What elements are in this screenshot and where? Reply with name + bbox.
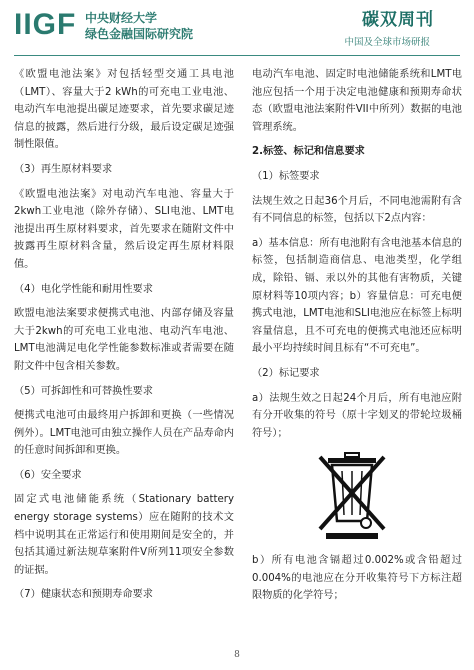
publication-subtitle: 中国及全球市场研报 bbox=[344, 37, 430, 48]
paragraph-marking-b: b）所有电池含镉超过0.002%或含铅超过0.004%的电池应在分开收集符号下方标注超限物质的化学符号； bbox=[252, 555, 462, 602]
wheeled-bin-icon bbox=[312, 449, 392, 541]
page-header bbox=[0, 0, 474, 56]
logo-institute-name: 绿色金融国际研究院 bbox=[85, 27, 194, 41]
paragraph-label-intro: 法规生效之日起36个月后，不同电池需附有含有不同信息的标签，包括以下2点内容： bbox=[252, 195, 462, 225]
heading-performance-durability: （4）电化学性能和耐用性要求 bbox=[14, 283, 153, 295]
heading-labels-markings: 2.标签、标记和信息要求 bbox=[252, 146, 365, 158]
right-column bbox=[252, 66, 462, 612]
iigf-logo: IIGF bbox=[14, 8, 77, 41]
heading-safety: （6）安全要求 bbox=[14, 469, 82, 481]
paragraph-carbon-footprint: 《欧盟电池法案》对包括轻型交通工具电池（LMT）、容量大于2 kWh的可充电工业电池、电动汽车电池提出碳足迹要求，首先要求碳足迹信息的披露，然后进行分级，最后设定碳足迹强制性限值。 bbox=[14, 69, 234, 151]
heading-label-requirements: （1）标签要求 bbox=[252, 170, 320, 182]
paragraph-recycled-materials: 《欧盟电池法案》对电动汽车电池、容量大于2kwh工业电池（除外存储）、SLI电池、LMT电池提出再生原材料要求，首先要求在随附文件中披露再生原材料含量，然后设定再生原材料限值。 bbox=[14, 188, 234, 270]
paragraph-performance-durability: 欧盟电池法案要求便携式电池、内部存储及容量大于2kwh的可充电工业电池、电动汽车电池、LMT电池满足电化学性能参数标准或者需要在随附文件中包含相关参数。 bbox=[14, 308, 234, 372]
heading-recycled-materials: （3）再生原材料要求 bbox=[14, 163, 113, 175]
crossed-out-wheeled-bin-icon bbox=[252, 449, 462, 544]
paragraph-battery-management: 电动汽车电池、固定时电池储能系统和LMT电池应包括一个用于决定电池健康和预期寿命状态（欧盟电池法案附件VII中所列）数据的电池管理系统。 bbox=[252, 69, 462, 133]
page-number: 8 bbox=[234, 650, 240, 660]
paragraph-removability: 便携式电池可由最终用户拆卸和更换（一些情况例外）。LMT电池可由独立操作人员在产品寿命内的任意时间拆卸和更换。 bbox=[14, 410, 234, 457]
publication-title: 碳双周刊 bbox=[362, 10, 434, 30]
left-column bbox=[14, 66, 234, 611]
heading-marking-requirements: （2）标记要求 bbox=[252, 367, 320, 379]
paragraph-safety: 固定式电池储能系统（Stationary battery energy storage systems）应在随附的技术文档中说明其在正常运行和使用期间是安全的，并包括其通过新法规草案附件V所列11项安全参数的证据。 bbox=[14, 494, 234, 576]
logo-university-name: 中央财经大学 bbox=[85, 11, 158, 25]
heading-removability: （5）可拆卸性和可替换性要求 bbox=[14, 385, 153, 397]
heading-health-lifetime: （7）健康状态和预期寿命要求 bbox=[14, 589, 153, 601]
paragraph-marking-a: a）法规生效之日起24个月后，所有电池应附有分开收集的符号（原十字划叉的带轮垃圾桶符号）； bbox=[252, 392, 462, 439]
paragraph-label-details: a）基本信息：所有电池附有含电池基本信息的标签，包括制造商信息、电池类型，化学组成，除铅、镉、汞以外的其他有害物质，关键原材料等10项内容；b）容量信息：可充电便携式电池，LMT电池和SLI电池应在标签上标明容量信息，且不可充电的便携式电池还应标明最小平均持续时间且标有“不可充电”。 bbox=[252, 237, 462, 355]
header-divider bbox=[14, 55, 460, 56]
